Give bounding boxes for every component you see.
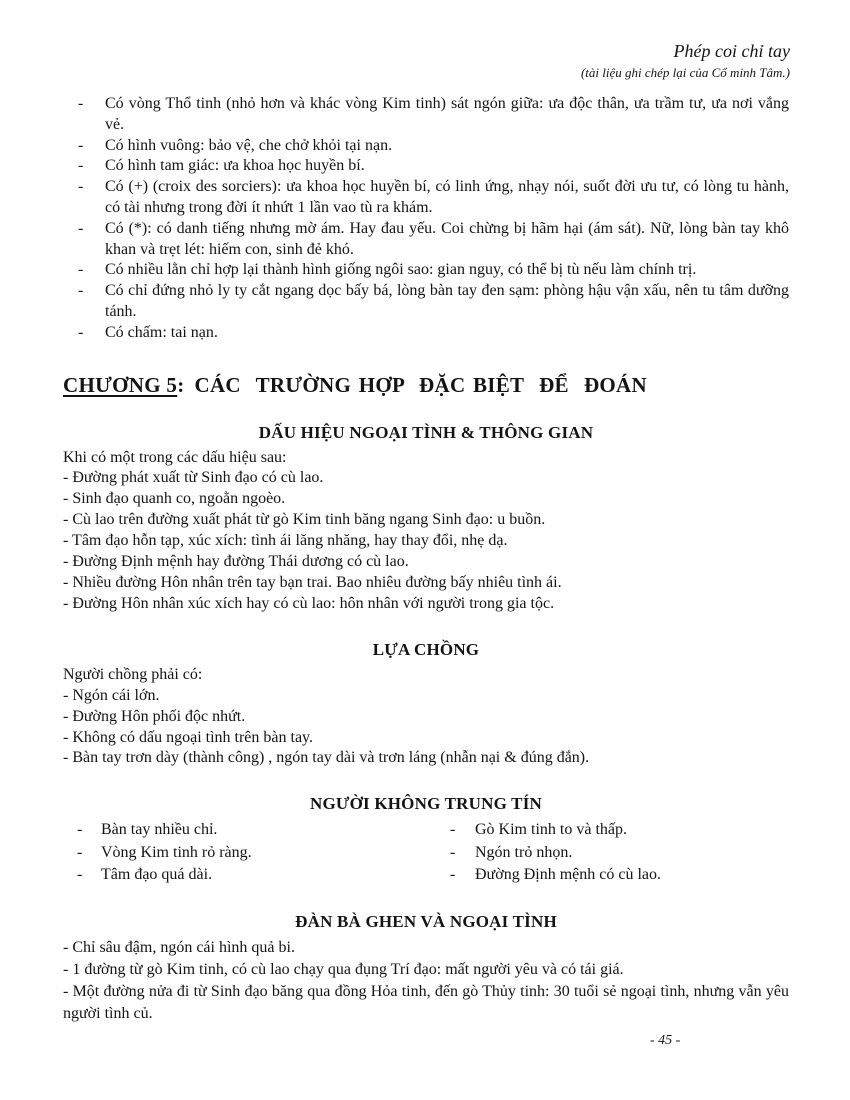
list-line: - Đường Hôn nhân xúc xích hay có cù lao: hôn nhân với người trong gia tộc. bbox=[63, 594, 555, 612]
dash-marker: - bbox=[78, 282, 84, 300]
dash-marker: - bbox=[78, 95, 84, 112]
dash-marker: - bbox=[77, 866, 83, 884]
list-item-text: Có chỉ đứng nhỏ ly ty cắt ngang dọc bấy bá, lòng bàn tay đen sạm: phòng hậu vận xấu, nên tu tâm dưỡng tánh. bbox=[105, 282, 789, 320]
section2-intro: Người chồng phải có: bbox=[63, 665, 203, 683]
page-content bbox=[63, 94, 789, 1025]
dash-marker: - bbox=[78, 178, 84, 196]
list-item-text: Bàn tay nhiều chỉ. bbox=[101, 821, 218, 839]
dash-marker: - bbox=[78, 157, 84, 175]
page-header bbox=[581, 40, 790, 81]
list-line: - 1 đường từ gò Kim tinh, có cù lao chạy qua đụng Trí đạo: mất người yêu và có tái giá. bbox=[63, 960, 624, 978]
list-item bbox=[63, 323, 789, 344]
list-line: - Ngón cái lớn. bbox=[63, 686, 160, 704]
chapter-label: CHƯƠNG 5 bbox=[63, 372, 178, 397]
chapter-colon: : bbox=[177, 372, 185, 397]
list-line: - Tâm đạo hỗn tạp, xúc xích: tình ái lăng nhăng, hay thay đổi, nhẹ dạ. bbox=[63, 532, 508, 550]
list-item-text: Đường Định mệnh có cù lao. bbox=[475, 866, 661, 884]
list-line: - Nhiều đường Hôn nhân trên tay bạn trai. Bao nhiêu đường bấy nhiêu tình ái. bbox=[63, 574, 562, 591]
list-item-text: Có (*): có danh tiếng nhưng mờ ám. Hay đau yếu. Coi chừng bị hãm hại (ám sát). Nữ, lòng bàn tay khô khan và trẹt lét: hiếm con, sinh đẻ khó. bbox=[105, 219, 789, 258]
list-line: - Một đường nửa đi từ Sinh đạo băng qua đồng Hỏa tinh, đến gò Thủy tinh: 30 tuổi sẻ ngoại tình, nhưng vẫn yêu người tình củ. bbox=[63, 982, 789, 1022]
list-line: - Đường Hôn phối độc nhứt. bbox=[63, 707, 246, 725]
list-item bbox=[450, 864, 789, 886]
list-item bbox=[63, 136, 789, 157]
section4-heading: ĐÀN BÀ GHEN VÀ NGOẠI TÌNH bbox=[295, 911, 557, 931]
list-item-text: Có hình tam giác: ưa khoa học huyền bí. bbox=[105, 157, 365, 175]
dash-marker: - bbox=[78, 261, 84, 279]
list-item bbox=[450, 819, 789, 841]
list-item bbox=[63, 260, 789, 281]
two-column-list bbox=[63, 819, 789, 886]
section4-list bbox=[63, 937, 789, 1025]
two-column-left bbox=[63, 819, 450, 886]
header-title: Phép coi chỉ tay bbox=[673, 41, 790, 61]
list-item-text: Có (+) (croix des sorciers): ưa khoa học huyền bí, có linh ứng, nhạy nói, suốt đời ưu tư, có lòng tu hành, có tài nhưng trong đời ít nhứt 1 lần vao tù ra khám. bbox=[105, 178, 789, 216]
list-item-text: Ngón trỏ nhọn. bbox=[475, 843, 573, 861]
list-item bbox=[63, 156, 789, 177]
list-item bbox=[63, 819, 450, 841]
list-item-text: Vòng Kim tinh rỏ ràng. bbox=[101, 843, 252, 861]
list-line: - Đường phát xuất từ Sinh đạo có cù lao. bbox=[63, 469, 324, 487]
dash-marker: - bbox=[78, 323, 84, 341]
chapter-title: CÁC TRƯỜNG HỢP ĐẶC BIỆT ĐỂ ĐOÁN bbox=[194, 372, 647, 397]
list-item-text: Gò Kim tinh to và thấp. bbox=[475, 821, 627, 839]
list-item bbox=[63, 842, 450, 864]
section1-list bbox=[63, 468, 789, 614]
dash-marker: - bbox=[77, 821, 83, 839]
list-item-text: Có nhiều lằn chỉ hợp lại thành hình giống ngôi sao: gian nguy, có thể bị tù nếu làm chính trị. bbox=[105, 261, 697, 279]
list-item-text: Có vòng Thổ tinh (nhỏ hơn và khác vòng Kim tinh) sát ngón giữa: ưa độc thân, ưa trầm tư, ưa nơi vắng vẻ. bbox=[105, 95, 789, 133]
section1-heading: DẤU HIỆU NGOẠI TÌNH & THÔNG GIAN bbox=[258, 422, 594, 442]
dash-marker: - bbox=[450, 866, 456, 884]
list-item-text: Tâm đạo quá dài. bbox=[101, 866, 213, 884]
dash-marker: - bbox=[450, 843, 456, 861]
list-line: - Bàn tay trơn dày (thành công) , ngón tay dài và trơn láng (nhẫn nại & đúng đắn). bbox=[63, 749, 590, 767]
two-column-right bbox=[450, 819, 789, 886]
section1-intro: Khi có một trong các dấu hiệu sau: bbox=[63, 448, 287, 466]
dash-marker: - bbox=[78, 219, 84, 237]
list-item bbox=[63, 94, 789, 136]
dash-marker: - bbox=[77, 843, 83, 861]
section2-heading: LỰA CHỒNG bbox=[372, 639, 480, 659]
dash-marker: - bbox=[450, 821, 456, 839]
list-item bbox=[63, 864, 450, 886]
list-item-text: Có chấm: tai nạn. bbox=[105, 323, 218, 341]
section2-list bbox=[63, 686, 789, 770]
list-item bbox=[63, 177, 789, 219]
dash-marker: - bbox=[78, 136, 84, 154]
page-number: - 45 - bbox=[650, 1033, 681, 1048]
section3-heading: NGƯỜI KHÔNG TRUNG TÍN bbox=[310, 794, 542, 814]
list-item bbox=[63, 281, 789, 323]
list-item bbox=[63, 219, 789, 261]
list-line: - Cù lao trên đường xuất phát từ gò Kim tinh băng ngang Sinh đạo: u buồn. bbox=[63, 511, 546, 529]
list-line: - Đường Định mệnh hay đường Thái dương có cù lao. bbox=[63, 553, 409, 571]
list-item bbox=[450, 842, 789, 864]
list-line: - Sinh đạo quanh co, ngoằn ngoèo. bbox=[63, 490, 286, 508]
chapter-heading bbox=[63, 372, 789, 398]
top-dash-list bbox=[63, 94, 789, 344]
header-subtitle: (tài liệu ghi chép lại của Cổ minh Tâm.) bbox=[580, 64, 790, 80]
list-item-text: Có hình vuông: bảo vệ, che chở khỏi tại nạn. bbox=[105, 136, 393, 154]
list-line: - Không có dấu ngoại tình trên bàn tay. bbox=[63, 728, 314, 746]
list-line: - Chỉ sâu đậm, ngón cái hình quả bi. bbox=[63, 938, 295, 956]
